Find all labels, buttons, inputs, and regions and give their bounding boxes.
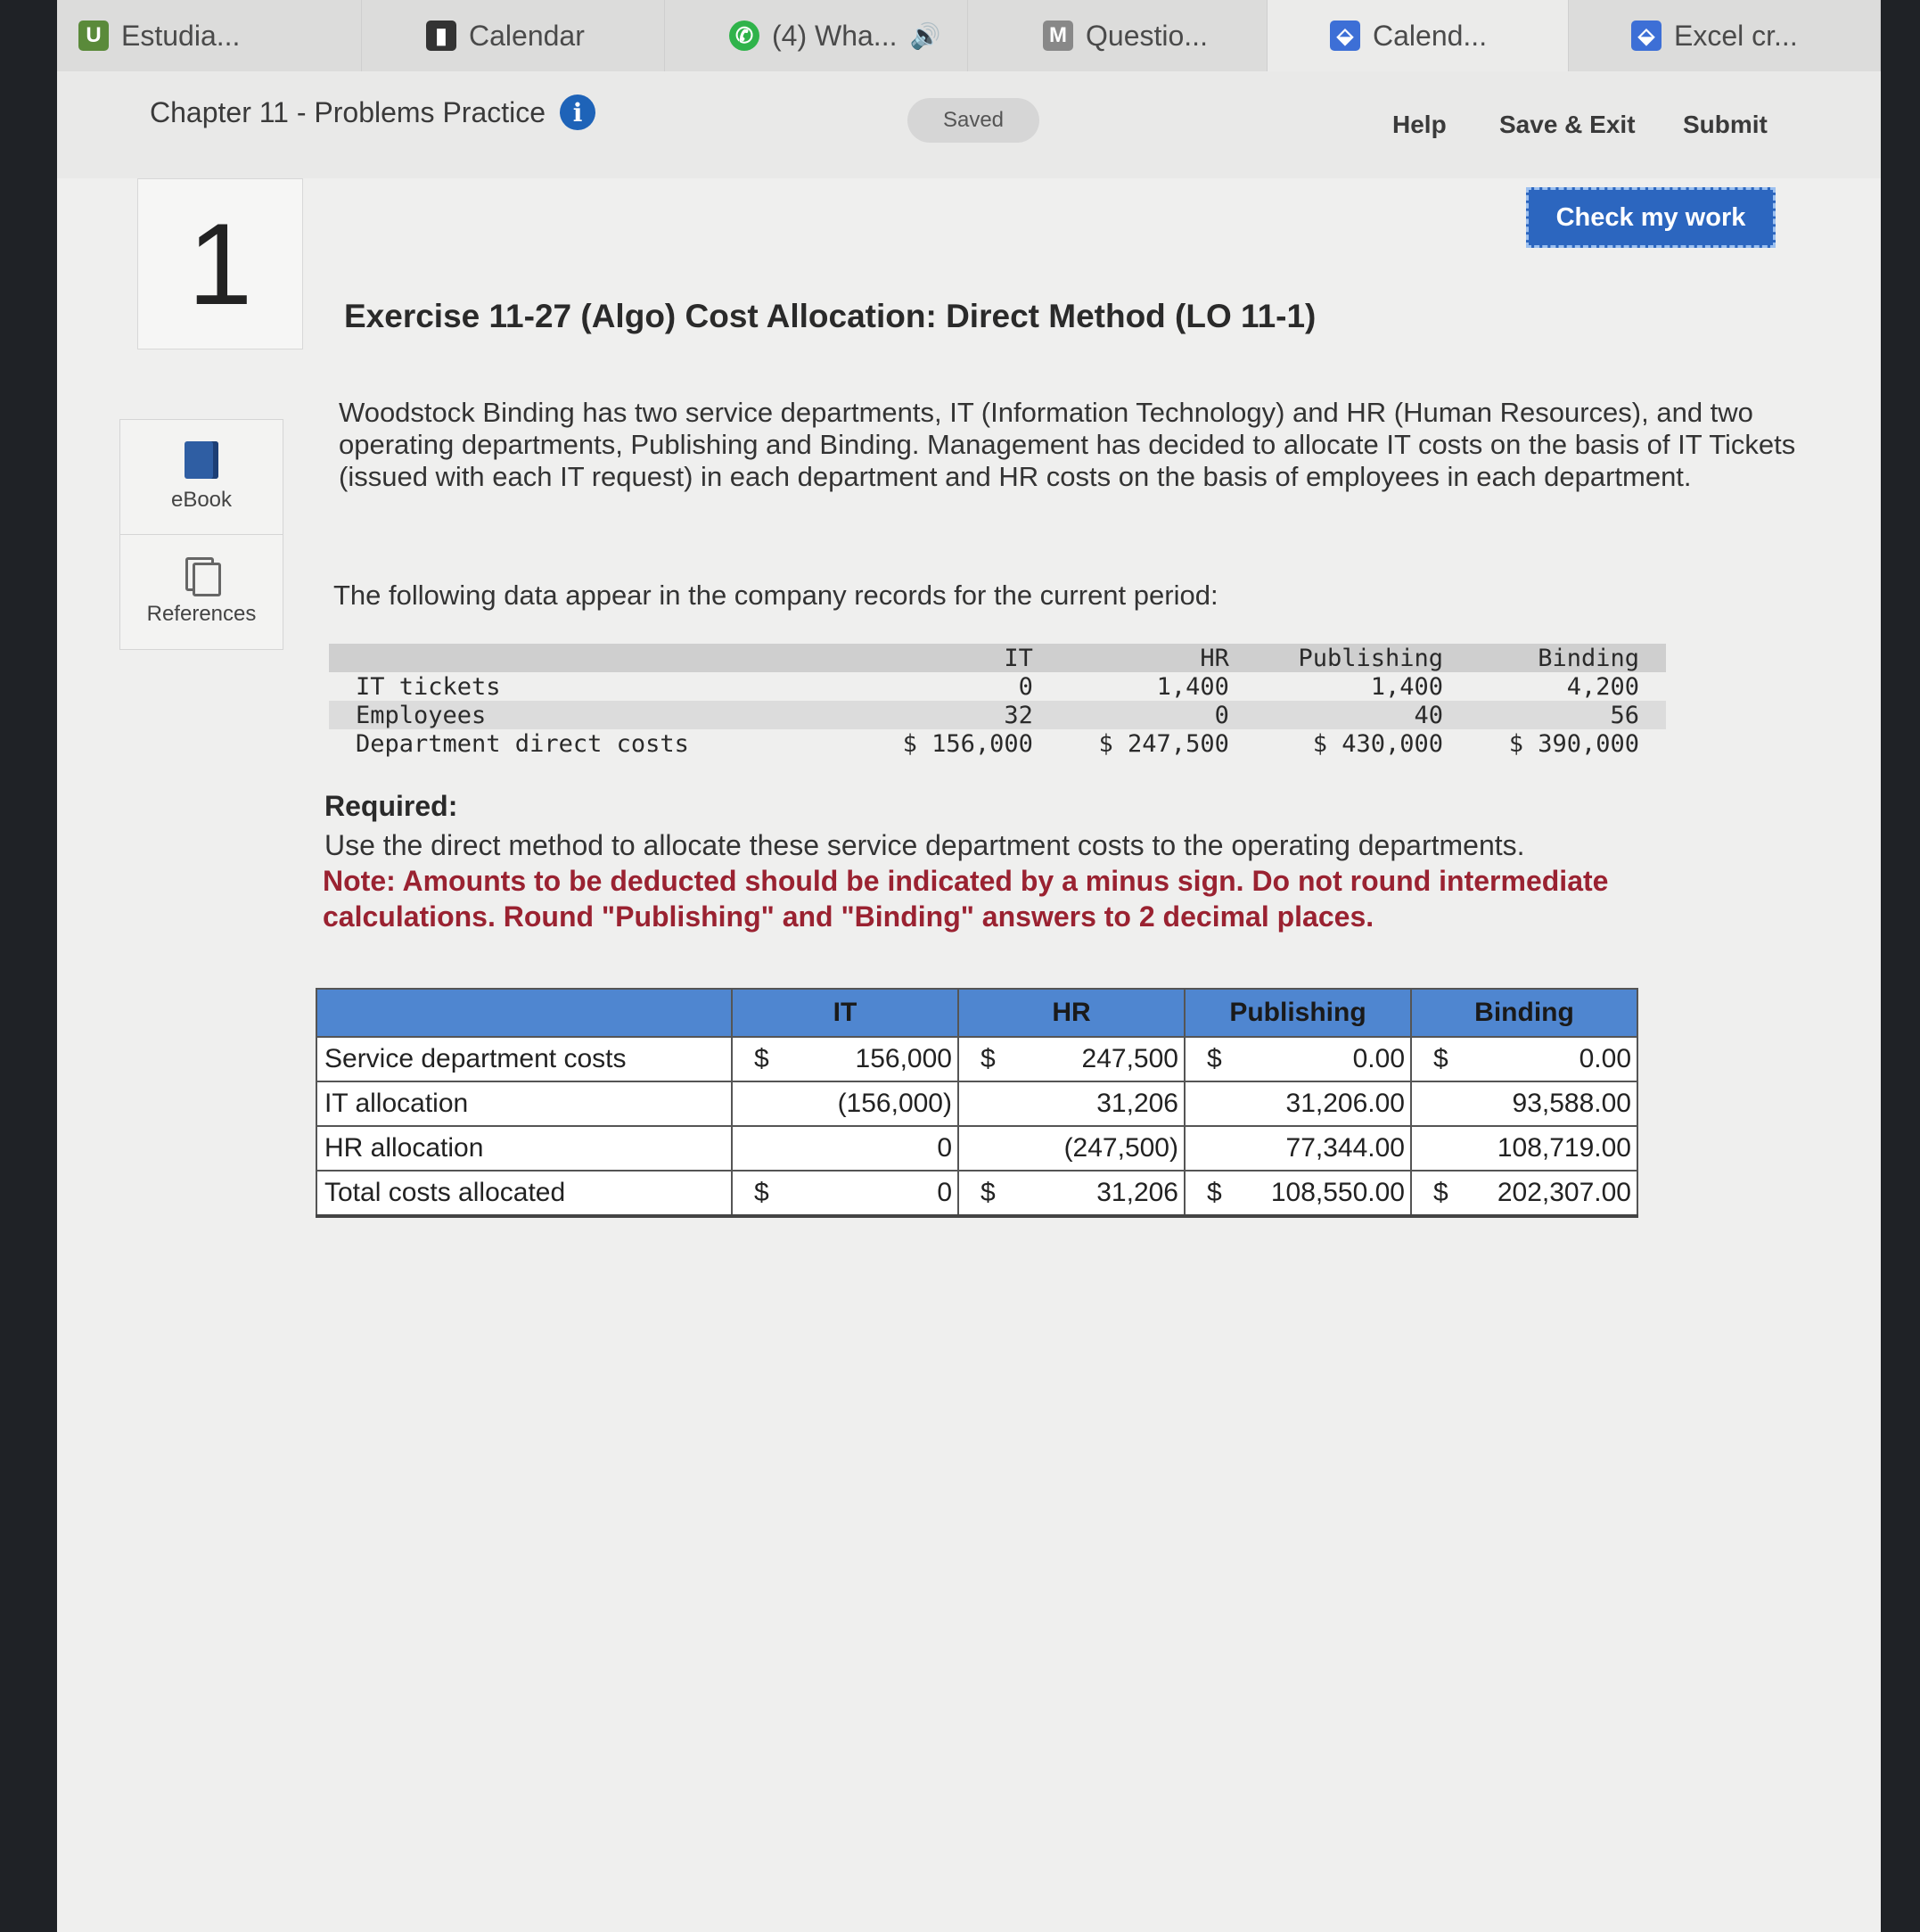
answer-input-cell[interactable]	[1185, 1081, 1411, 1126]
required-heading: Required:	[324, 790, 458, 822]
data-cell: $ 156,000	[902, 729, 1033, 758]
answer-value[interactable]: 0	[937, 1133, 952, 1163]
answer-value[interactable]: 108,719.00	[1497, 1133, 1631, 1163]
chapter-title	[150, 95, 595, 130]
answer-row-label: HR allocation	[316, 1126, 732, 1171]
tab-label: Questio...	[1086, 19, 1208, 52]
answer-row	[316, 1081, 1637, 1126]
tab-whatsapp[interactable]	[665, 0, 968, 71]
answer-header-cell: Publishing	[1185, 989, 1411, 1037]
question-number[interactable]: 1	[137, 178, 303, 349]
submit-button[interactable]: Submit	[1683, 111, 1768, 138]
answer-input-cell[interactable]	[1411, 1081, 1637, 1126]
dollar-sign: $	[981, 1178, 996, 1207]
answer-input-cell[interactable]	[1185, 1037, 1411, 1081]
company-data-table	[329, 644, 1666, 758]
data-row	[329, 729, 1666, 758]
dropbox-icon: ⬙	[1330, 21, 1360, 51]
book-icon	[185, 441, 218, 479]
answer-row-label: Service department costs	[316, 1037, 732, 1081]
dropbox-icon: ⬙	[1631, 21, 1662, 51]
tab-label: Calendar	[469, 19, 585, 52]
help-button[interactable]: Help	[1392, 111, 1447, 138]
data-row-label: Employees	[329, 701, 864, 729]
data-cell: 56	[1470, 701, 1666, 729]
answer-input-cell[interactable]	[1185, 1126, 1411, 1171]
data-row	[329, 672, 1666, 701]
answer-input-cell[interactable]	[958, 1126, 1185, 1171]
answer-value: 108,550.00	[1270, 1178, 1405, 1207]
screen-bezel-right	[1881, 0, 1920, 1932]
data-cell: 32	[864, 701, 1060, 729]
data-header-cell: HR	[1060, 644, 1256, 672]
data-header-blank	[329, 644, 864, 672]
m-icon: M	[1043, 21, 1073, 51]
answer-input-cell[interactable]	[732, 1081, 958, 1126]
browser-tab-bar	[57, 0, 1881, 72]
data-table-header	[329, 644, 1666, 672]
tab-label: (4) Wha...	[772, 19, 898, 52]
answer-value: 202,307.00	[1497, 1178, 1631, 1207]
data-cell: $ 247,500	[1098, 729, 1229, 758]
resources-sidebar	[119, 419, 283, 650]
answer-row	[316, 1037, 1637, 1081]
page	[57, 0, 1881, 1932]
answer-header-cell: Binding	[1411, 989, 1637, 1037]
answer-header-cell: IT	[732, 989, 958, 1037]
references-label: References	[146, 602, 257, 626]
screen-bezel-left	[0, 0, 57, 1932]
data-cell: 0	[1060, 701, 1256, 729]
answer-row-total	[316, 1171, 1637, 1216]
required-text: Use the direct method to allocate these service department costs to the operating departments.	[324, 829, 1525, 861]
answer-value[interactable]: 31,206.00	[1285, 1089, 1405, 1118]
answer-input-cell[interactable]	[958, 1081, 1185, 1126]
copy-icon	[185, 557, 217, 593]
data-cell: $ 430,000	[1312, 729, 1444, 758]
estudia-icon: U	[78, 21, 109, 51]
answer-input-cell[interactable]	[732, 1126, 958, 1171]
data-cell: 0	[1018, 672, 1033, 701]
dollar-sign: $	[981, 1044, 996, 1073]
answer-input-cell[interactable]	[732, 1037, 958, 1081]
dollar-sign: $	[1207, 1178, 1222, 1207]
answer-total-cell	[1185, 1171, 1411, 1216]
dollar-sign: $	[754, 1044, 769, 1073]
answer-value[interactable]: 31,206	[1096, 1089, 1178, 1118]
problem-description: Woodstock Binding has two service departments, IT (Information Technology) and HR (Human Resources), and two operating departments, Publishing and Binding. Management has decided to allocate IT costs on the basis of IT Tickets (issued with each IT request) in each department and HR costs on the basis of employees in each department.	[339, 397, 1796, 492]
answer-header-cell: HR	[958, 989, 1185, 1037]
speaker-icon[interactable]: 🔊	[909, 21, 941, 50]
dollar-sign: $	[1207, 1044, 1222, 1073]
rounding-note: Note: Amounts to be deducted should be indicated by a minus sign. Do not round intermediate calculations. Round "Publishing" and "Binding" answers to 2 decimal places.	[323, 865, 1609, 933]
tab-label: Estudia...	[121, 19, 241, 52]
answer-value[interactable]: 77,344.00	[1285, 1133, 1405, 1163]
answer-input-cell[interactable]	[1411, 1126, 1637, 1171]
tab-calendar[interactable]	[362, 0, 665, 71]
answer-total-cell	[732, 1171, 958, 1216]
data-row-label: Department direct costs	[356, 729, 689, 758]
answer-value[interactable]: 93,588.00	[1512, 1089, 1631, 1118]
exercise-title: Exercise 11-27 (Algo) Cost Allocation: Direct Method (LO 11-1)	[344, 298, 1317, 334]
answer-row-label: IT allocation	[316, 1081, 732, 1126]
check-my-work-button[interactable]: Check my work	[1526, 187, 1776, 248]
data-cell: 1,400	[1370, 672, 1444, 701]
chapter-label: Chapter 11 - Problems Practice	[150, 95, 546, 128]
whatsapp-icon: ✆	[729, 21, 759, 51]
answer-value: 0	[937, 1178, 952, 1207]
ebook-button[interactable]	[120, 420, 283, 535]
answer-total-cell	[1411, 1171, 1637, 1216]
tab-label: Excel cr...	[1674, 19, 1798, 52]
data-intro: The following data appear in the company records for the current period:	[333, 580, 1218, 611]
dollar-sign: $	[1433, 1044, 1448, 1073]
save-exit-button[interactable]: Save & Exit	[1499, 111, 1636, 138]
tab-questions[interactable]	[968, 0, 1268, 71]
answer-table-header	[316, 989, 1637, 1037]
assignment-header	[57, 71, 1881, 178]
answer-value[interactable]: (247,500)	[1063, 1133, 1178, 1163]
info-icon[interactable]: i	[560, 95, 595, 130]
data-cell: 1,400	[1156, 672, 1229, 701]
data-cell: 40	[1256, 701, 1470, 729]
references-button[interactable]	[120, 535, 283, 649]
data-row	[329, 701, 1666, 729]
calendar-icon: ▮	[426, 21, 456, 51]
answer-value: 31,206	[1096, 1178, 1178, 1207]
answer-input-cell[interactable]	[1411, 1037, 1637, 1081]
ebook-label: eBook	[170, 488, 233, 512]
tab-excel[interactable]	[1569, 0, 1881, 71]
tab-estudia[interactable]	[57, 0, 362, 71]
dollar-sign: $	[754, 1178, 769, 1207]
answer-header-blank	[316, 989, 732, 1037]
answer-value[interactable]: 156,000	[855, 1044, 952, 1073]
data-cell: 4,200	[1566, 672, 1639, 701]
data-header-cell: Binding	[1470, 644, 1666, 672]
tab-calend[interactable]	[1268, 0, 1569, 71]
answer-table	[316, 988, 1638, 1218]
answer-value[interactable]: 247,500	[1081, 1044, 1178, 1073]
answer-value[interactable]: 0.00	[1579, 1044, 1631, 1073]
answer-input-cell[interactable]	[958, 1037, 1185, 1081]
data-header-cell: IT	[864, 644, 1060, 672]
tab-label: Calend...	[1373, 19, 1488, 52]
data-cell: $ 390,000	[1508, 729, 1639, 758]
data-row-label: IT tickets	[356, 672, 501, 701]
answer-value[interactable]: (156,000)	[837, 1089, 952, 1118]
saved-badge: Saved	[907, 98, 1039, 143]
answer-total-cell	[958, 1171, 1185, 1216]
data-header-cell: Publishing	[1256, 644, 1470, 672]
answer-row-label: Total costs allocated	[316, 1171, 732, 1216]
answer-value[interactable]: 0.00	[1352, 1044, 1405, 1073]
answer-row	[316, 1126, 1637, 1171]
dollar-sign: $	[1433, 1178, 1448, 1207]
